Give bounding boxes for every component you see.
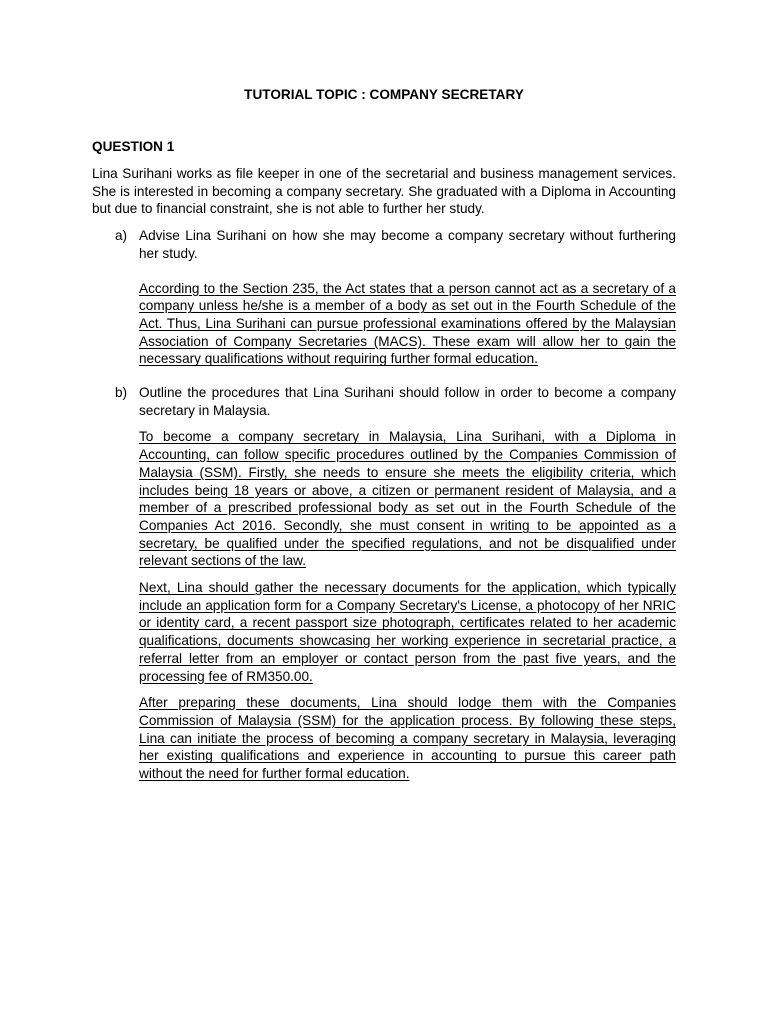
part-b-marker: b)	[115, 385, 128, 401]
part-b-answer-3: After preparing these documents, Lina should lodge them with the Companies Commission of Malaysia (SSM) for the application process. By following these steps, Lina can initiate the process of becoming a company secretary in Malaysia, leveraging her existing qualifications and experience in accounting to pursue this career path without the need for further formal education.	[139, 695, 676, 782]
question-heading: QUESTION 1	[92, 139, 175, 154]
question-intro: Lina Surihani works as file keeper in one of the secretarial and business management services. She is interested in becoming a company secretary. She graduated with a Diploma in Accounting but due to financial constraint, she is not able to further her study.	[92, 166, 676, 217]
part-b-body	[139, 384, 676, 783]
question-part-b	[92, 384, 676, 783]
part-b-answer-1: To become a company secretary in Malaysia, Lina Surihani, with a Diploma in Accounting, can follow specific procedures outlined by the Companies Commission of Malaysia (SSM). Firstly, she needs to ensure she meets the eligibility criteria, which includes being 18 years or above, a citizen or permanent resident of Malaysia, and a member of a prescribed professional body as set out in the Fourth Schedule of the Companies Act 2016. Secondly, she must consent in writing to be appointed as a secretary, be qualified under the specified regulations, and not be disqualified under relevant sections of the law.	[139, 429, 676, 569]
part-a-marker: a)	[115, 228, 128, 244]
question-part-a	[92, 227, 676, 368]
page-title: TUTORIAL TOPIC : COMPANY SECRETARY	[244, 87, 524, 102]
part-a-answer: According to the Section 235, the Act states that a person cannot act as a secretary of a company unless he/she is a member of a body as set out in the Fourth Schedule of the Act. Thus, Lina Surihani can pursue professional examinations offered by the Malaysian Association of Company Secretaries (MACS). These exam will allow her to gain the necessary qualifications without requiring further formal education.	[139, 280, 676, 367]
part-a-prompt: Advise Lina Surihani on how she may become a company secretary without furthering her study.	[139, 228, 676, 261]
part-b-prompt: Outline the procedures that Lina Surihani should follow in order to become a company secretary in Malaysia.	[139, 385, 676, 418]
part-b-answer-2: Next, Lina should gather the necessary documents for the application, which typically include an application form for a Company Secretary's License, a photocopy of her NRIC or identity card, a recent passport size photograph, certificates related to her academic qualifications, documents showcasing her working experience in secretarial practice, a referral letter from an employer or contact person from the past five years, and the processing fee of RM350.00.	[139, 580, 676, 684]
part-a-body	[139, 227, 676, 368]
